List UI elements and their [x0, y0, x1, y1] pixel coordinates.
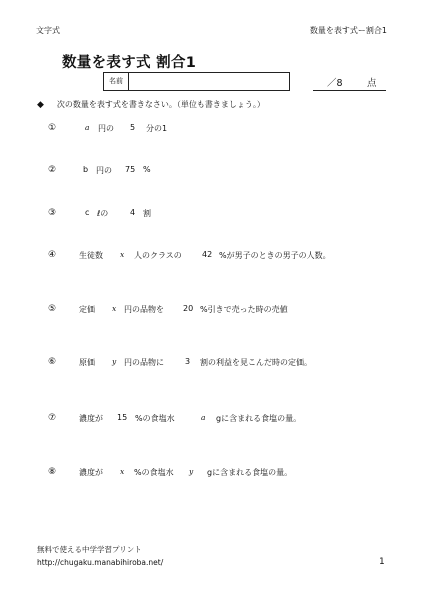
question-4 [0, 250, 424, 262]
footer-site-name: 無料で使える中学学習プリント [37, 545, 142, 554]
question-number-value: 20 [183, 304, 194, 313]
question-text: 定価 [79, 305, 95, 314]
name-label: 名前 [104, 73, 129, 90]
variable-a: a [201, 413, 206, 422]
variable-b: b [83, 165, 89, 174]
question-number: ④ [48, 250, 57, 260]
question-text: gに含まれる食塩の量。 [207, 468, 293, 477]
instruction [37, 99, 265, 110]
question-1 [0, 123, 424, 135]
score-underline [313, 90, 386, 91]
question-text: %引きで売った時の売値 [200, 305, 288, 314]
variable-a: a [85, 123, 90, 132]
question-text: %の食塩水 [135, 414, 175, 423]
question-text: 濃度が [79, 414, 103, 423]
question-number-value: 42 [202, 250, 213, 259]
question-number-value: 15 [117, 413, 128, 422]
score-unit: 点 [367, 78, 377, 89]
question-number-value: 3 [185, 357, 191, 366]
question-text: 円の品物に [124, 358, 164, 367]
variable-x: x [112, 304, 117, 313]
question-number: ① [48, 123, 57, 133]
question-number: ⑧ [48, 467, 57, 477]
question-number: ② [48, 165, 57, 175]
question-number-value: 5 [130, 123, 136, 132]
question-text: %の食塩水 [134, 468, 174, 477]
question-5 [0, 304, 424, 316]
question-2 [0, 165, 424, 177]
question-text: % [143, 165, 151, 174]
footer-url-link[interactable]: http://chugaku.manabihiroba.net/ [37, 558, 164, 567]
instruction-text: 次の数量を表す式を書きなさい。（単位も書きましょう。） [56, 100, 265, 109]
page-number: 1 [379, 557, 385, 567]
variable-x: x [120, 250, 125, 259]
question-text: ℓの [97, 209, 109, 218]
question-text: 割の利益を見こんだ時の定価。 [200, 358, 312, 367]
question-text: 円の品物を [124, 305, 164, 314]
question-text: 濃度が [79, 468, 103, 477]
diamond-bullet-icon: ◆ [37, 100, 44, 110]
name-field[interactable] [103, 72, 290, 91]
question-number: ⑦ [48, 413, 57, 423]
question-number-value: 4 [130, 208, 136, 217]
question-text: 人のクラスの [134, 251, 182, 260]
question-text: 分の1 [146, 124, 168, 133]
question-8 [0, 467, 424, 479]
header-subject: 文字式 [36, 26, 60, 35]
question-text: gに含まれる食塩の量。 [216, 414, 302, 423]
header-worksheet-title: 数量を表す式ー割合1 [309, 26, 387, 35]
variable-y: y [189, 467, 194, 476]
question-3 [0, 208, 424, 220]
question-number: ③ [48, 208, 57, 218]
question-text: %が男子のときの男子の人数。 [219, 251, 331, 260]
question-6 [0, 357, 424, 369]
question-7 [0, 413, 424, 425]
variable-c: c [85, 208, 90, 217]
question-number-value: 75 [125, 165, 136, 174]
question-text: 円の [96, 166, 112, 175]
variable-x: x [120, 467, 125, 476]
question-number: ⑥ [48, 357, 57, 367]
question-number: ⑤ [48, 304, 57, 314]
page-title: 数量を表す式 割合1 [62, 55, 197, 71]
question-text: 円の [98, 124, 114, 133]
variable-y: y [112, 357, 117, 366]
question-text: 割 [143, 209, 151, 218]
question-text: 生徒数 [79, 251, 103, 260]
question-text: 原価 [79, 358, 95, 367]
score-total: ／8 [327, 78, 343, 89]
